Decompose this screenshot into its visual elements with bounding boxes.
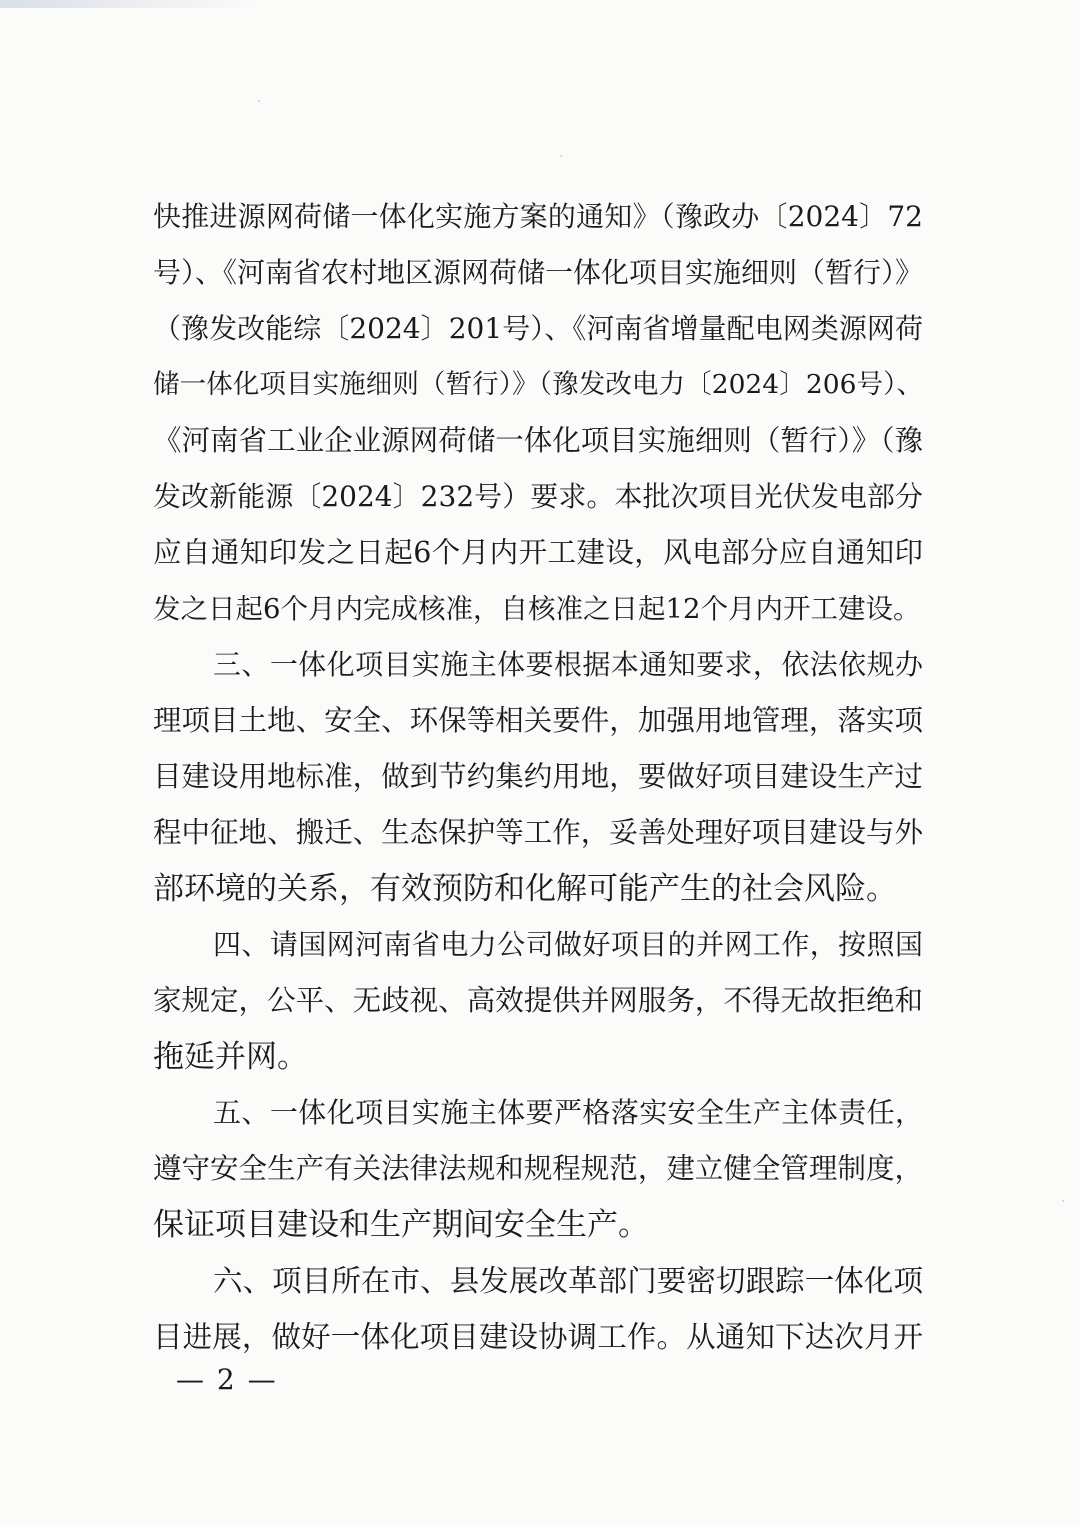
scan-speck: [560, 155, 562, 157]
body-line-6: 发改新能源〔2024〕232号）要求。本批次项目光伏发电部分: [153, 480, 923, 513]
paragraph-4-line-1: 四、请国网河南省电力公司做好项目的并网工作，按照国: [213, 928, 923, 961]
body-line-4: 储一体化项目实施细则（暂行）》（豫发改电力〔2024〕206号）、: [153, 369, 923, 400]
paragraph-6-line-2: 目进展，做好一体化项目建设协调工作。从通知下达次月开: [153, 1320, 923, 1354]
paragraph-4-line-3: 拖延并网。: [153, 1039, 308, 1075]
scan-edge-mark: [0, 0, 260, 8]
paragraph-3-line-4: 程中征地、搬迁、生态保护等工作，妥善处理好项目建设与外: [153, 816, 923, 849]
paragraph-5-line-3: 保证项目建设和生产期间安全生产。: [153, 1207, 649, 1243]
body-line-8: 发之日起6个月内完成核准，自核准之日起12个月内开工建设。: [153, 593, 921, 625]
body-line-5: 《河南省工业企业源网荷储一体化项目实施细则（暂行）》（豫: [153, 424, 923, 457]
paragraph-3-line-3: 目建设用地标准，做到节约集约用地，要做好项目建设生产过: [153, 760, 923, 793]
scan-speck: [1062, 1200, 1064, 1202]
paragraph-6-line-1: 六、项目所在市、县发展改革部门要密切跟踪一体化项: [213, 1264, 923, 1298]
paragraph-5-line-1: 五、一体化项目实施主体要严格落实安全生产主体责任，: [213, 1096, 923, 1129]
paragraph-5-line-2: 遵守安全生产有关法律法规和规程规范，建立健全管理制度，: [153, 1152, 923, 1185]
paragraph-3-line-5: 部环境的关系，有效预防和化解可能产生的社会风险。: [153, 871, 897, 907]
scan-speck: [258, 100, 260, 102]
page-number: — 2 —: [176, 1363, 278, 1396]
body-line-1: 快推进源网荷储一体化实施方案的通知》（豫政办〔2024〕72: [153, 200, 923, 233]
body-line-2: 号）、《河南省农村地区源网荷储一体化项目实施细则（暂行）》: [153, 256, 924, 289]
paragraph-3-line-1: 三、一体化项目实施主体要根据本通知要求，依法依规办: [213, 648, 923, 681]
paragraph-3-line-2: 理项目土地、安全、环保等相关要件，加强用地管理，落实项: [153, 704, 923, 737]
paragraph-4-line-2: 家规定，公平、无歧视、高效提供并网服务，不得无故拒绝和: [153, 984, 923, 1017]
body-line-3: （豫发改能综〔2024〕201号）、《河南省增量配电网类源网荷: [153, 312, 923, 345]
body-line-7: 应自通知印发之日起6个月内开工建设，风电部分应自通知印: [153, 536, 923, 569]
